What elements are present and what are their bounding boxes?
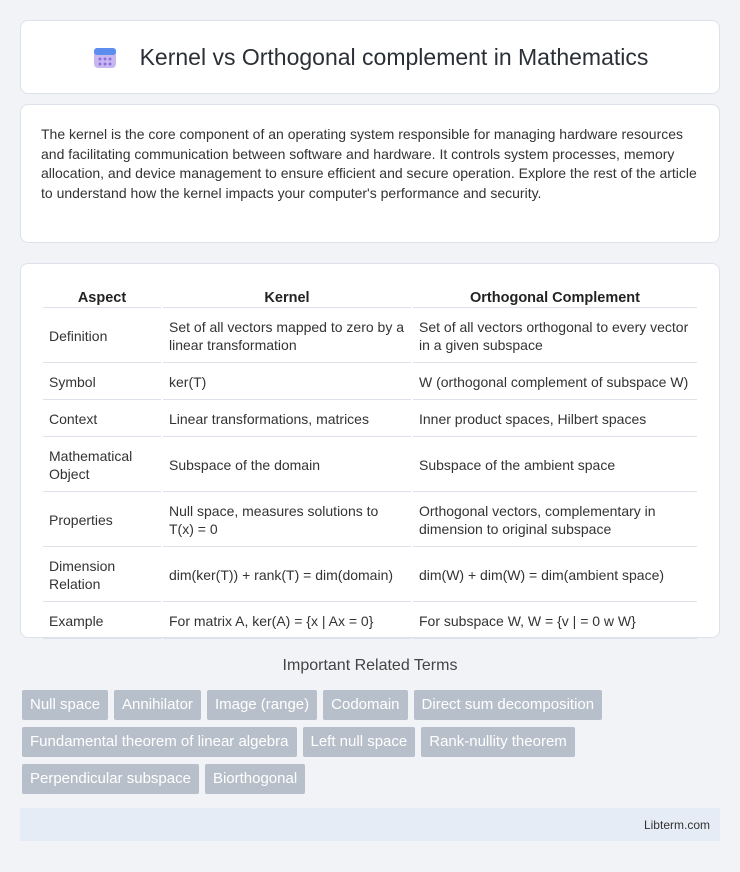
term-tag[interactable]: Codomain xyxy=(323,690,407,720)
page-title: Kernel vs Orthogonal complement in Mathematics xyxy=(139,43,649,70)
header-card xyxy=(20,20,720,94)
table-cell: Context xyxy=(43,402,161,437)
related-terms-list xyxy=(22,690,722,794)
table-row xyxy=(43,310,697,363)
term-tag[interactable]: Rank-nullity theorem xyxy=(421,727,575,757)
table-cell: Orthogonal vectors, complementary in dimension to original subspace xyxy=(413,494,697,547)
table-row xyxy=(43,365,697,400)
table-cell: Symbol xyxy=(43,365,161,400)
term-tag[interactable]: Left null space xyxy=(303,727,416,757)
table-cell: For matrix A, ker(A) = {x | Ax = 0} xyxy=(163,604,411,639)
table-header-row xyxy=(43,286,697,308)
table-cell: For subspace W, W = {v | = 0 w W} xyxy=(413,604,697,639)
intro-text: The kernel is the core component of an operating system responsible for managing hardware resources and facilitating communication between software and hardware. It controls system processes, memory allocation, and device management to ensure efficient and secure operation. Explore the rest of the article to understand how the kernel impacts your computer's performance and security. xyxy=(41,126,697,201)
term-tag[interactable]: Direct sum decomposition xyxy=(414,690,603,720)
column-header-aspect: Aspect xyxy=(43,286,161,308)
term-tag[interactable]: Annihilator xyxy=(114,690,201,720)
table-row xyxy=(43,604,697,639)
table-cell: Dimension Relation xyxy=(43,549,161,602)
table-cell: Inner product spaces, Hilbert spaces xyxy=(413,402,697,437)
term-tag[interactable]: Perpendicular subspace xyxy=(22,764,199,794)
table-cell: dim(ker(T)) + rank(T) = dim(domain) xyxy=(163,549,411,602)
table-cell: dim(W) + dim(W) = dim(ambient space) xyxy=(413,549,697,602)
intro-card xyxy=(20,104,720,243)
table-cell: Set of all vectors orthogonal to every vector in a given subspace xyxy=(413,310,697,363)
table-cell: Example xyxy=(43,604,161,639)
column-header-kernel: Kernel xyxy=(163,286,411,308)
footer-site-link[interactable]: Libterm.com xyxy=(643,818,710,832)
column-header-orthogonal-complement: Orthogonal Complement xyxy=(413,286,697,308)
table-row xyxy=(43,439,697,492)
table-cell: Linear transformations, matrices xyxy=(163,402,411,437)
table-row xyxy=(43,549,697,602)
table-row xyxy=(43,402,697,437)
comparison-table-card xyxy=(20,263,720,638)
table-cell: Set of all vectors mapped to zero by a linear transformation xyxy=(163,310,411,363)
table-cell: Properties xyxy=(43,494,161,547)
table-cell: Definition xyxy=(43,310,161,363)
comparison-table xyxy=(41,284,699,641)
table-cell: Subspace of the domain xyxy=(163,439,411,492)
calendar-icon xyxy=(92,44,118,70)
table-cell: Mathematical Object xyxy=(43,439,161,492)
term-tag[interactable]: Image (range) xyxy=(207,690,317,720)
table-cell: ker(T) xyxy=(163,365,411,400)
table-cell: W (orthogonal complement of subspace W) xyxy=(413,365,697,400)
term-tag[interactable]: Null space xyxy=(22,690,108,720)
related-terms-title: Important Related Terms xyxy=(282,657,458,674)
term-tag[interactable]: Fundamental theorem of linear algebra xyxy=(22,727,297,757)
table-cell: Null space, measures solutions to T(x) = 0 xyxy=(163,494,411,547)
term-tag[interactable]: Biorthogonal xyxy=(205,764,305,794)
table-cell: Subspace of the ambient space xyxy=(413,439,697,492)
table-row xyxy=(43,494,697,547)
footer xyxy=(20,808,720,841)
